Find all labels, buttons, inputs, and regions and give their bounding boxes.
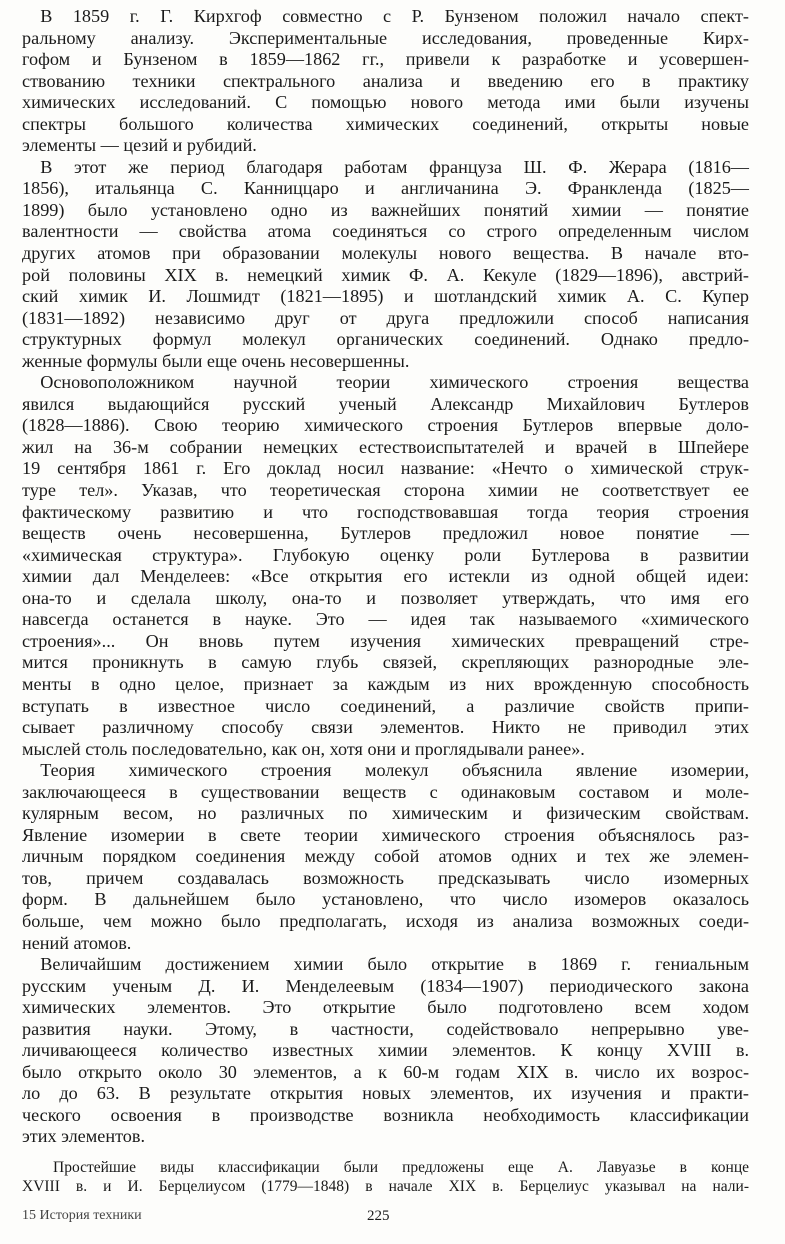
text-line: женные формулы были еще очень несовершенны.: [22, 350, 410, 371]
text-line: валентности — свойства атома соединяться со строго определенным числом: [22, 221, 749, 242]
paragraph: [22, 372, 749, 760]
text-line: рой половины XIX в. немецкий химик Ф. А. Кекуле (1829—1896), австрий-: [22, 264, 749, 285]
text-line: других атомов при образовании молекулы нового вещества. В начале вто-: [22, 243, 749, 264]
text-line: личивающееся количество известных химии элементов. К концу XVIII в.: [22, 1040, 749, 1061]
page-footer: [22, 1208, 749, 1228]
text-line: строения»... Он вновь путем изучения химических превращений стре-: [22, 630, 749, 651]
text-line: вступать в известное число соединений, а различие свойств припи-: [22, 695, 749, 716]
text-line: Величайшим достижением химии было открытие в 1869 г. гениальным: [22, 954, 749, 975]
text-line: ральному анализу. Экспериментальные исследования, проведенные Кирх-: [22, 27, 749, 48]
text-line: (1831—1892) независимо друг от друга предложили способ написания: [22, 307, 749, 328]
text-line: этих элементов.: [22, 1126, 146, 1147]
paragraph: [22, 954, 749, 1148]
paragraph: [22, 760, 749, 954]
text-line: мится проникнуть в самую глубь связей, скрепляющих разнородные эле-: [22, 652, 749, 673]
text-line: туре тел». Указав, что теоретическая сторона химии не соответствует ее: [22, 480, 749, 501]
footnote-line: XVIII в. и И. Берцелиусом (1779—1848) в начале XIX в. Берцелиус указывал на нали-: [22, 1177, 749, 1195]
text-line: нений атомов.: [22, 932, 132, 953]
text-line: явился выдающийся русский ученый Александр Михайлович Бутлеров: [22, 393, 749, 414]
page-number: 225: [367, 1208, 390, 1224]
text-line: химических элементов. Это открытие было подготовлено всем ходом: [22, 997, 749, 1018]
text-line: сывает различному способу связи элементов. Никто не приводил этих: [22, 717, 749, 738]
printer-signature: 15 История техники: [22, 1208, 142, 1223]
footnote-text: [22, 1158, 749, 1196]
text-line: развития науки. Этому, в частности, содействовало непрерывно уве-: [22, 1018, 749, 1039]
text-line: ствованию техники спектрального анализа и введению его в практику: [22, 70, 749, 91]
text-line: она-то и сделала школу, она-то и позволяет утверждать, что имя его: [22, 587, 749, 608]
text-line: личным порядком соединения между собой атомов одних и тех же элемен-: [22, 846, 749, 867]
text-line: 1899) было установлено одно из важнейших понятий химии — понятие: [22, 199, 749, 220]
text-line: структурных формул молекул органических соединений. Однако предло-: [22, 329, 749, 350]
text-line: менты в одно целое, признает за каждым из них врожденную способность: [22, 673, 749, 694]
text-line: русским ученым Д. И. Менделеевым (1834—1907) периодического закона: [22, 975, 749, 996]
text-line: химии дал Менделеев: «Все открытия его истекли из одной общей идеи:: [22, 566, 749, 587]
text-line: Теория химического строения молекул объяснила явление изомерии,: [22, 760, 749, 781]
body-text: [22, 6, 749, 1148]
text-line: веществ очень несовершенна, Бутлеров предложил новое понятие —: [22, 523, 749, 544]
text-line: В этот же период благодаря работам француза Ш. Ф. Жерара (1816—: [22, 156, 749, 177]
footnote-line: Простейшие виды классификации были предложены еще А. Лавуазье в конце: [22, 1158, 749, 1176]
text-line: химических исследований. С помощью нового метода ими были изучены: [22, 92, 749, 113]
text-line: гофом и Бунзеном в 1859—1862 гг., привели к разработке и усовершен-: [22, 49, 749, 70]
text-line: форм. В дальнейшем было установлено, что число изомеров оказалось: [22, 889, 749, 910]
paragraph: [22, 157, 749, 372]
text-line: жил на 36-м собрании немецких естествоиспытателей и врачей в Шпейере: [22, 436, 749, 457]
paragraph: [22, 6, 749, 157]
text-line: ло до 63. В результате открытия новых элементов, их изучения и практи-: [22, 1083, 749, 1104]
text-line: больше, чем можно было предполагать, исходя из анализа возможных соеди-: [22, 910, 749, 931]
text-line: мыслей столь последовательно, как он, хотя они и проглядывали ранее».: [22, 738, 585, 759]
text-line: спектры большого количества химических соединений, открыты новые: [22, 113, 749, 134]
text-line: фактическому развитию и что господствовавшая тогда теория строения: [22, 501, 749, 522]
text-line: ский химик И. Лошмидт (1821—1895) и шотландский химик А. С. Купер: [22, 286, 749, 307]
text-line: (1828—1886). Свою теорию химического строения Бутлеров впервые доло-: [22, 415, 749, 436]
text-line: Основоположником научной теории химического строения вещества: [22, 372, 749, 393]
text-line: тов, причем создавалась возможность предсказывать число изомерных: [22, 867, 749, 888]
text-line: «химическая структура». Глубокую оценку роли Бутлерова в развитии: [22, 544, 749, 565]
text-line: Явление изомерии в свете теории химического строения объяснялось раз-: [22, 824, 749, 845]
text-line: 1856), итальянца С. Канниццаро и англичанина Э. Франкленда (1825—: [22, 178, 749, 199]
text-line: заключающееся в существовании веществ с одинаковым составом и моле-: [22, 781, 749, 802]
text-line: было открыто около 30 элементов, а к 60-м годам XIX в. число их возрос-: [22, 1061, 749, 1082]
text-line: В 1859 г. Г. Кирхгоф совместно с Р. Бунзеном положил начало спект-: [22, 6, 749, 26]
text-line: навсегда останется в науке. Это — идея так называемого «химического: [22, 609, 749, 630]
text-line: ческого освоения в производстве возникла необходимость классификации: [22, 1104, 749, 1125]
text-line: кулярным весом, но различных по химическим и физическим свойствам.: [22, 803, 749, 824]
text-line: 19 сентября 1861 г. Его доклад носил название: «Нечто о химической струк-: [22, 458, 749, 479]
text-line: элементы — цезий и рубидий.: [22, 135, 257, 156]
